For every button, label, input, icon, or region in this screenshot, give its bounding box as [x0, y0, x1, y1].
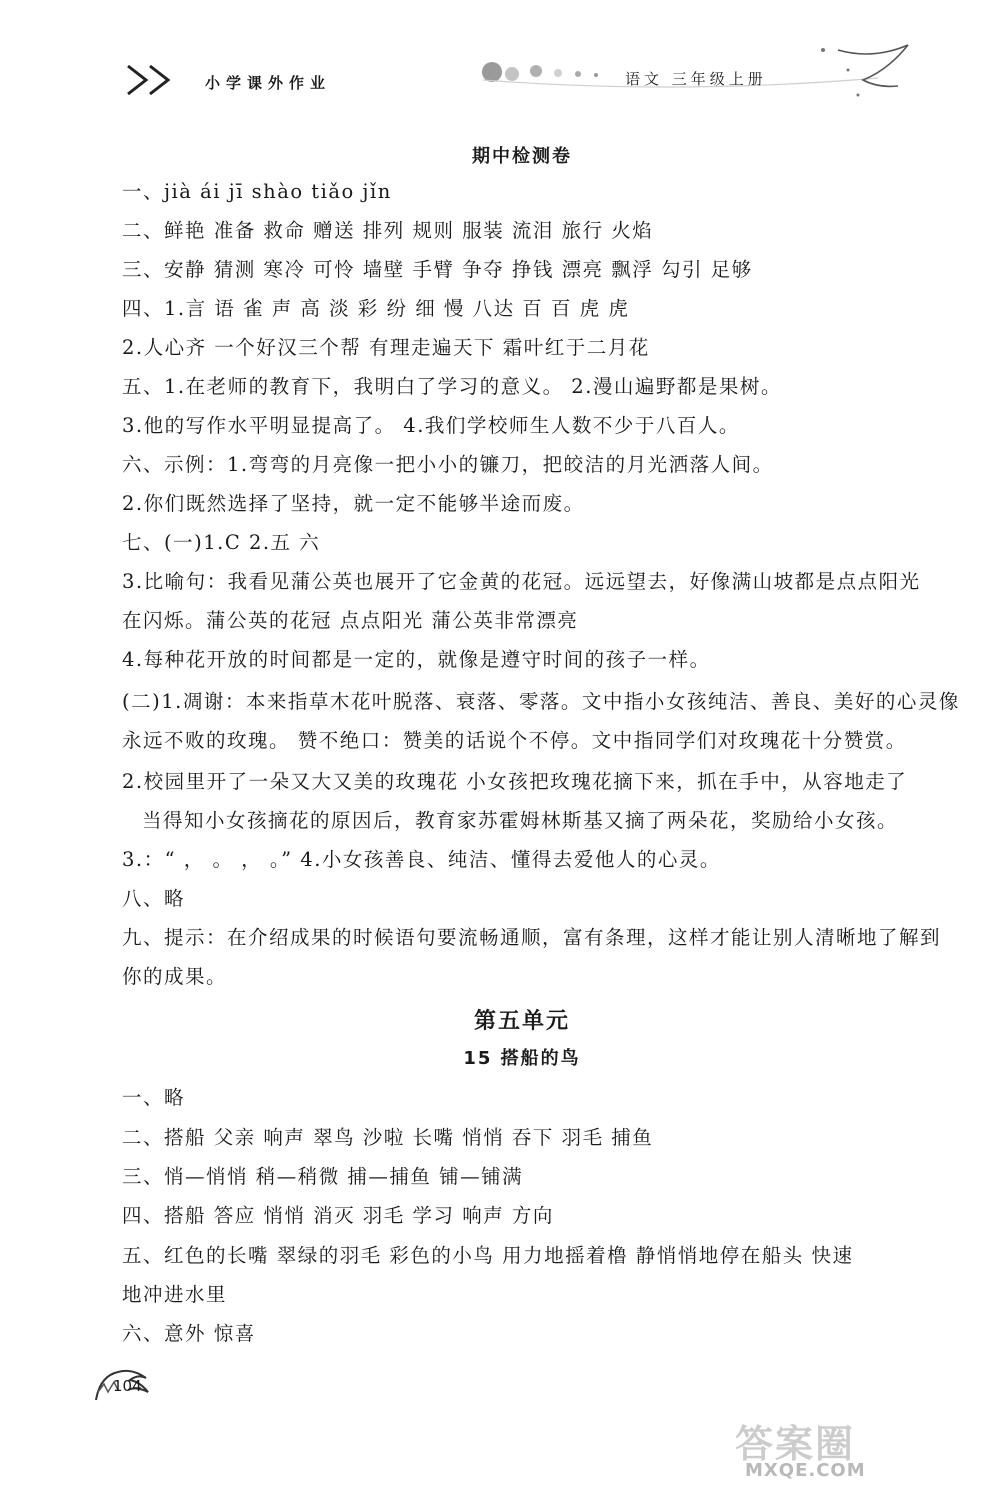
answer-line: 3.：“ ， 。 ， 。” 4.小女孩善良、纯洁、懂得去爱他人的心灵。 [122, 848, 721, 871]
answer-line: 三、悄—悄悄 稍—稍微 捕—捕鱼 铺—铺满 [122, 1165, 524, 1188]
answer-line: 七、(一)1.C 2.五 六 [122, 531, 321, 554]
answer-line: 一、jià ái jī shào tiǎo jǐn [122, 180, 392, 203]
answer-line: 你的成果。 [122, 965, 228, 988]
watermark-url: MXQE.COM [745, 1460, 866, 1481]
answer-line: 一、略 [122, 1086, 186, 1109]
answer-line: 当得知小女孩摘花的原因后，教育家苏霍姆林斯基又摘了两朵花，奖励给小女孩。 [142, 809, 899, 832]
lesson-title: 15 搭船的鸟 [463, 1048, 581, 1069]
answer-line: 2.人心齐 一个好汉三个帮 有理走遍天下 霜叶红于二月花 [122, 336, 650, 359]
answer-line: 二、搭船 父亲 响声 翠鸟 沙啦 长嘴 悄悄 吞下 羽毛 捕鱼 [122, 1126, 654, 1149]
answer-line: 五、1.在老师的教育下，我明白了学习的意义。 2.漫山遍野都是果树。 [122, 375, 782, 398]
section-title-midterm: 期中检测卷 [472, 146, 572, 167]
series-title: 小学课外作业 [205, 74, 332, 92]
answer-line: 六、意外 惊喜 [122, 1322, 256, 1345]
answer-line: 八、略 [122, 887, 186, 910]
page-number: 104 [113, 1377, 142, 1395]
subject-label: 语文 三年级上册 [625, 70, 767, 88]
answer-line: 永远不败的玫瑰。 赞不绝口：赞美的话说个不停。文中指同学们对玫瑰花十分赞赏。 [122, 729, 907, 752]
unit-title: 第五单元 [473, 1009, 570, 1034]
watermark-logo: 答案圈 [735, 1422, 856, 1466]
answer-line: 2.你们既然选择了坚持，就一定不能够半途而废。 [122, 492, 585, 515]
answer-line: 四、1.言 语 雀 声 高 淡 彩 纷 细 慢 八达 百 百 虎 虎 [122, 297, 630, 320]
answer-line: 4.每种花开放的时间都是一定的，就像是遵守时间的孩子一样。 [122, 648, 711, 671]
answer-line: 四、搭船 答应 悄悄 消灭 羽毛 学习 响声 方向 [122, 1204, 554, 1227]
answer-line: 3.比喻句：我看见蒲公英也展开了它金黄的花冠。远远望去，好像满山坡都是点点阳光 [122, 570, 921, 593]
answer-line: 在闪烁。蒲公英的花冠 点点阳光 蒲公英非常漂亮 [122, 609, 579, 632]
answer-line: 九、提示：在介绍成果的时候语句要流畅通顺，富有条理，这样才能让别人清晰地了解到 [122, 926, 942, 949]
answer-line: (二)1.凋谢：本来指草木花叶脱落、衰落、零落。文中指小女孩纯洁、善良、美好的心灵像 [122, 690, 960, 713]
answer-line: 五、红色的长嘴 翠绿的羽毛 彩色的小鸟 用力地摇着橹 静悄悄地停在船头 快速 [122, 1244, 854, 1267]
double-chevron-icon [124, 60, 180, 100]
answer-line: 六、示例：1.弯弯的月亮像一把小小的镰刀，把皎洁的月光洒落人间。 [122, 453, 774, 476]
answer-line: 2.校园里开了一朵又大又美的玫瑰花 小女孩把玫瑰花摘下来，抓在手中，从容地走了 [122, 770, 908, 793]
answer-line: 三、安静 猜测 寒冷 可怜 墙壁 手臂 争夺 挣钱 漂亮 飘浮 勾引 足够 [122, 258, 753, 281]
answer-line: 地冲进水里 [122, 1283, 228, 1306]
answer-line: 3.他的写作水平明显提高了。 4.我们学校师生人数不少于八百人。 [122, 414, 740, 437]
answer-line: 二、鲜艳 准备 救命 赠送 排列 规则 服装 流泪 旅行 火焰 [122, 219, 654, 242]
page-header [0, 0, 1000, 130]
